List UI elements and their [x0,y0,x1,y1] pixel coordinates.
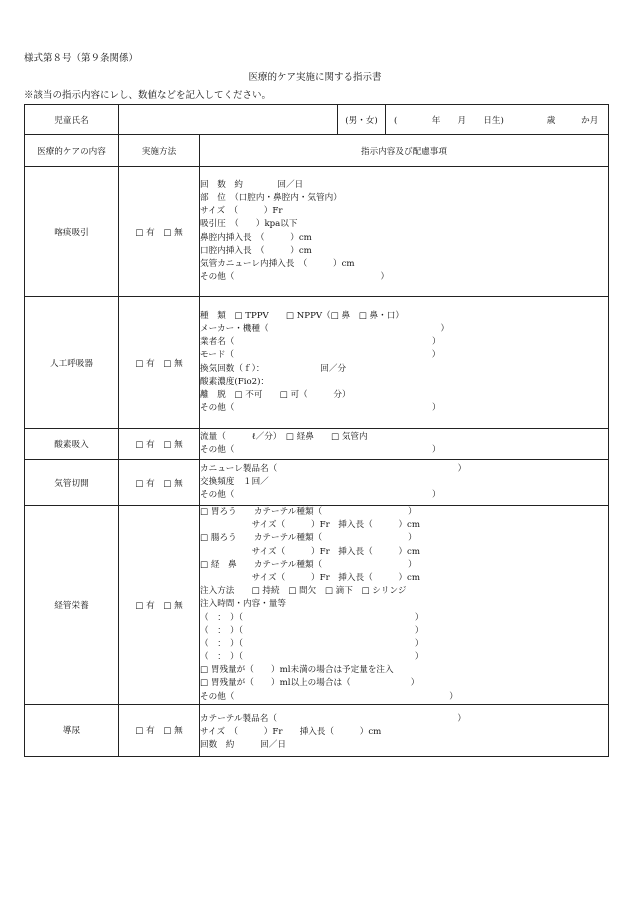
section-row-tube-feeding [25,506,609,705]
section-row-tracheostomy [25,460,609,506]
method-checkboxes[interactable]: □ 有 □ 無 [119,460,200,506]
instruction-line: その他（ ） [200,403,441,414]
care-instruction-table [24,104,609,757]
instruction-line: サイズ （ ）Fr [200,206,283,217]
instruction-line: □ 胃残量が（ ）ml以上の場合は（ ） [200,678,420,689]
section-name: 酸素吸入 [25,429,119,460]
section-name: 気管切開 [25,460,119,506]
birth-age-field[interactable]: ( 年 月 日生) 歳 か月 [386,105,609,135]
instruction-line: その他（ ） [200,490,441,501]
section-name: 人工呼吸器 [25,297,119,429]
instruction-line: □ 胃ろう カテーテル種類（ ） [200,507,417,517]
instruction-line: その他（ ） [200,445,441,455]
instruction-line: 交換頻度 １回／ [200,476,269,487]
instruction-line: サイズ （ ）Fr 挿入長（ ）cm [200,727,382,738]
instruction-line: （ ： ）（ ） [200,625,424,636]
instruction-line: 離 脱 □ 不可 □ 可（ 分） [200,389,351,400]
section-instructions[interactable] [200,506,609,705]
header-instructions: 指示内容及び配慮事項 [200,135,609,167]
header-care-content: 医療的ケアの内容 [25,135,119,167]
instruction-line: 回 数 約 回／日 [200,179,304,190]
section-instructions[interactable] [200,297,609,429]
instruction-line: メーカー・機種（ ） [200,323,450,334]
section-instructions[interactable] [200,704,609,756]
instruction-line: 口腔内挿入長 （ ）cm [200,245,312,256]
instruction-line: 種 類 □ TPPV □ NPPV（□ 鼻 □ 鼻・口） [200,310,404,321]
gender-field[interactable]: (男・女) [338,105,386,135]
instruction-line: （ ： ）（ ） [200,652,424,663]
instruction-line: モード（ ） [200,350,441,361]
child-name-label: 児童氏名 [25,105,119,135]
instruction-line: 回数 約 回／日 [200,740,286,751]
child-name-field[interactable] [119,105,338,135]
instruction-line: 注入時間・内容・量等 [200,599,286,610]
instruction-line: その他（ ） [200,272,390,283]
section-name: 経管栄養 [25,506,119,705]
header-row [25,135,609,167]
instruction-line: □ 経 鼻 カテーテル種類（ ） [200,559,417,570]
section-row-ventilator [25,297,609,429]
instruction-line: カテーテル製品名（ ） [200,714,466,725]
instruction-line: 業者名（ ） [200,337,441,348]
instruction-line: 換気回数（ｆ）： 回／分 [200,363,347,374]
instruction-line: 吸引圧 （ ）kpa以下 [200,219,298,230]
instruction-line: □ 腸ろう カテーテル種類（ ） [200,533,417,544]
instruction-line: サイズ（ ）Fr 挿入長（ ）cm [200,520,421,531]
instruction-line: （ ： ）（ ） [200,638,424,649]
section-row-suction [25,167,609,297]
section-instructions[interactable] [200,167,609,297]
section-row-oxygen [25,429,609,460]
method-checkboxes[interactable]: □ 有 □ 無 [119,297,200,429]
instruction-line: 流量（ ℓ／分） □ 経鼻 □ 気管内 [200,431,368,442]
document-title: 医療的ケア実施に関する指示書 [248,72,382,83]
section-row-catheterization [25,704,609,756]
instruction-line: □ 胃残量が（ ）ml未満の場合は予定量を注入 [200,665,394,676]
instruction-line: 酸素濃度(Fio2)： [200,376,270,387]
child-row [25,105,609,135]
instruction-line: カニューレ製品名（ ） [200,463,467,474]
method-checkboxes[interactable]: □ 有 □ 無 [119,167,200,297]
header-method: 実施方法 [119,135,200,167]
instruction-line: 部 位 （口腔内・鼻腔内・気管内） [200,192,342,203]
section-name: 導尿 [25,704,119,756]
instruction-line: 注入方法 □ 持続 □ 間欠 □ 滴下 □ シリンジ [200,586,407,597]
instruction-line: サイズ（ ）Fr 挿入長（ ）cm [200,546,421,557]
method-checkboxes[interactable]: □ 有 □ 無 [119,506,200,705]
method-checkboxes[interactable]: □ 有 □ 無 [119,704,200,756]
section-instructions[interactable] [200,460,609,506]
section-instructions[interactable] [200,429,609,460]
instruction-line: その他（ ） [200,691,458,702]
instruction-text: ※該当の指示内容にレし、数値などを記入してください。 [24,90,272,101]
instruction-line: サイズ（ ）Fr 挿入長（ ）cm [200,572,421,583]
instruction-line: 鼻腔内挿入長 （ ）cm [200,232,312,243]
method-checkboxes[interactable]: □ 有 □ 無 [119,429,200,460]
instruction-line: （ ： ）（ ） [200,612,424,623]
instruction-line: 気管カニューレ内挿入長 （ ）cm [200,258,355,269]
form-number: 様式第８号（第９条関係） [24,53,139,64]
section-name: 喀痰吸引 [25,167,119,297]
